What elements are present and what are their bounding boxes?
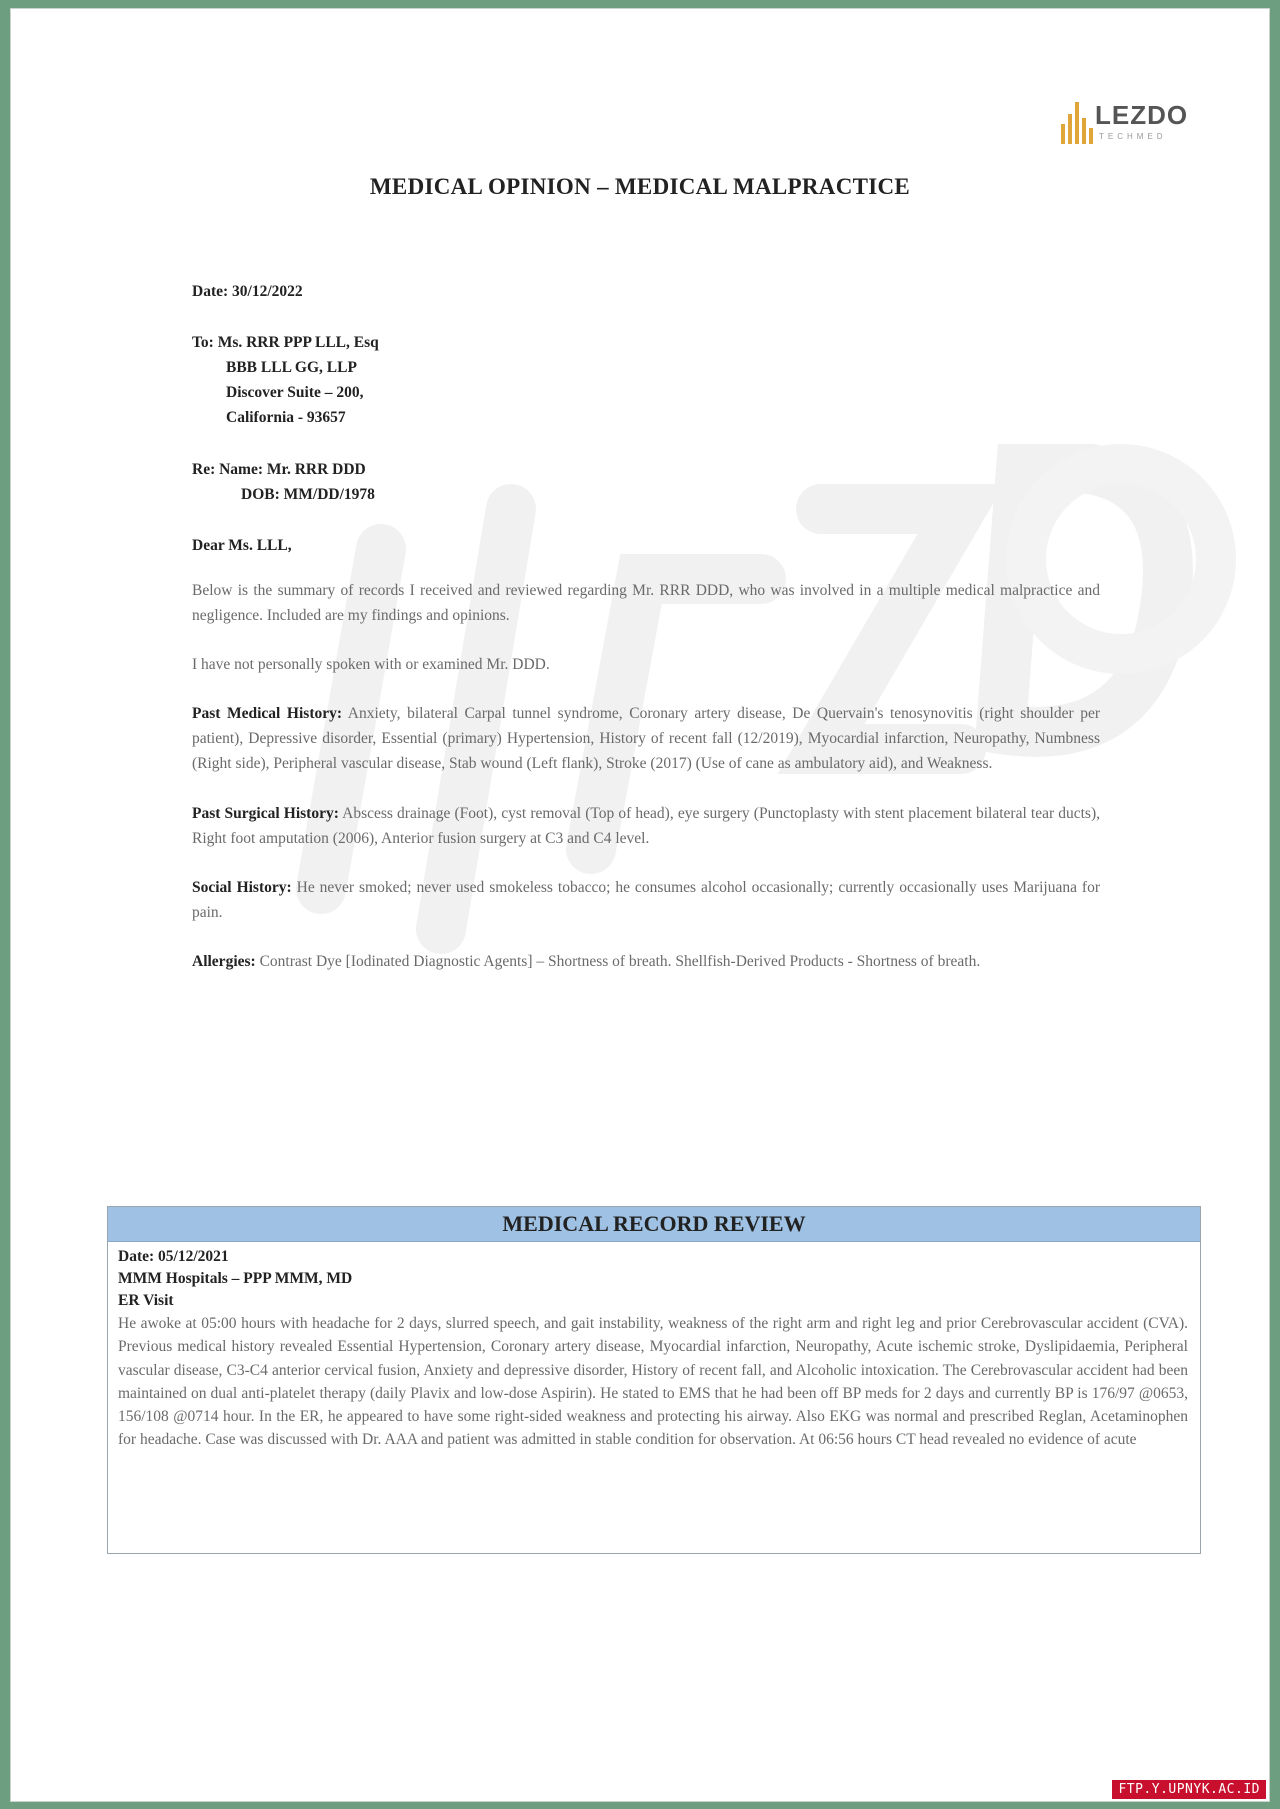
source-stamp: FTP.Y.UPNYK.AC.ID [1112,1780,1266,1799]
intro-paragraph: Below is the summary of records I received and reviewed regarding Mr. RRR DDD, who was involved in a multiple medical malpractice and negligence. Included are my findings and opinions. [192,581,1100,624]
recipient-line: Discover Suite – 200, [226,384,364,402]
past-surgical-history [192,801,1100,851]
section-text: Abscess drainage (Foot), cyst removal (Top of head), eye surgery (Punctoplasty with stent placement bilateral tear ducts), Right foot amputation (2006), Anterior fusion surgery at C3 and C4 level. [192,804,1100,847]
social-history [192,875,1100,925]
review-heading: MEDICAL RECORD REVIEW [108,1207,1200,1242]
recipient-line: California - 93657 [226,409,346,427]
review-date: Date: 05/12/2021 [118,1248,229,1265]
page-title: MEDICAL OPINION – MEDICAL MALPRACTICE [369,174,911,199]
document-page [10,8,1270,1802]
not-examined-paragraph: I have not personally spoken with or examined Mr. DDD. [192,656,550,674]
logo-name: LEZDO [1095,100,1189,130]
recipient-line: BBB LLL GG, LLP [226,359,357,377]
section-label: Past Surgical History: [192,804,339,822]
section-label: Social History: [192,878,292,896]
section-label: Allergies: [192,952,256,970]
regarding-name: Re: Name: Mr. RRR DDD [192,460,366,478]
letter-date: Date: 30/12/2022 [192,283,303,300]
review-entry [108,1242,1200,1452]
section-text: He never smoked; never used smokeless tobacco; he consumes alcohol occasionally; currently occasionally uses Marijuana for pain. [192,878,1100,921]
allergies [192,949,1100,974]
section-text: Contrast Dye [Iodinated Diagnostic Agents] – Shortness of breath. Shellfish-Derived Products - Shortness of breath. [255,952,981,970]
company-logo [1059,94,1199,154]
regarding-dob: DOB: MM/DD/1978 [241,485,375,503]
salutation: Dear Ms. LLL, [192,536,292,554]
logo-subtitle: TECHMED [1099,132,1167,141]
review-facility: MMM Hospitals – PPP MMM, MD [118,1270,353,1287]
letter-body [192,279,1100,998]
recipient-address [192,330,1100,430]
logo-bars-icon [1059,94,1095,150]
review-text: He awoke at 05:00 hours with headache for 2 days, slurred speech, and gait instability, weakness of the right arm and right leg and prior Cerebrovascular accident (CVA). Previous medical history revealed Essential Hypertension, Coronary artery disease, Myocardial infarction, Neuropathy, Acute ischemic stroke, Dyslipidaemia, Peripheral vascular disease, C3-C4 anterior cervical fusion, Anxiety and depressive disorder, History of recent fall, and Alcoholic intoxication. The Cerebrovascular accident had been maintained on dual anti-platelet therapy (daily Plavix and low-dose Aspirin). He stated to EMS that he had been off BP meds for 2 days and currently BP is 176/97 @0653, 156/108 @0714 hour. In the ER, he appeared to have some right-sided weakness and protecting his airway. Also EKG was normal and prescribed Reglan, Acetaminophen for headache. Case was discussed with Dr. AAA and patient was admitted in stable condition for observation. At 06:56 hours CT head revealed no evidence of acute [118,1315,1188,1449]
review-visit-type: ER Visit [118,1292,174,1309]
past-medical-history [192,701,1100,776]
medical-record-review-table [107,1206,1201,1554]
section-label: Past Medical History: [192,705,343,723]
recipient-line: To: Ms. RRR PPP LLL, Esq [192,334,379,352]
regarding [192,457,1100,507]
section-text: Anxiety, bilateral Carpal tunnel syndrome, Coronary artery disease, De Quervain's tenosynovitis (right shoulder per patient), Depressive disorder, Essential (primary) Hypertension, History of recent fall (12/2019), Myocardial infarction, Neuropathy, Numbness (Right side), Peripheral vascular disease, Stab wound (Left flank), Stroke (2017) (Use of cane as ambulatory aid), and Weakness. [192,705,1100,773]
